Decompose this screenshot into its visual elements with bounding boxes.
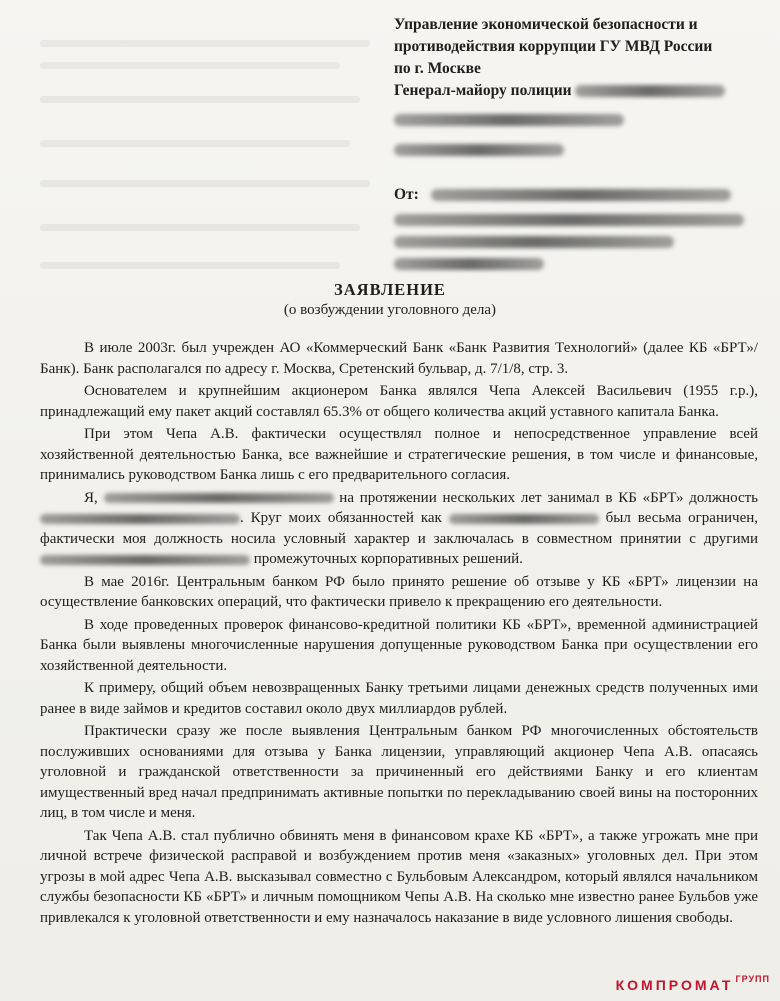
redacted-name <box>104 493 334 503</box>
redacted-position <box>40 514 240 524</box>
addressee-line-with-name <box>394 80 774 102</box>
bleed-through-line <box>40 180 370 187</box>
redacted-name <box>575 85 725 97</box>
addressee-line: Генерал-майору полиции <box>394 82 572 99</box>
text-fragment: Я, <box>84 489 98 506</box>
bleed-through-line <box>40 40 370 47</box>
addressee-line: по г. Москве <box>394 60 481 77</box>
bleed-through-line <box>40 140 350 147</box>
bleed-through-line <box>40 262 340 269</box>
redacted-sender-name <box>431 189 731 201</box>
sender-block <box>394 186 774 276</box>
redacted-line <box>394 114 624 126</box>
bleed-through-line <box>40 224 360 231</box>
paragraph: Практически сразу же после выявления Центральным банком РФ многочисленных обстоятельств послуживших основаниями для отзыва у Банка лицензии, управляющий акционер Чепа А.В. опасаясь уголовной и гражданской ответственности за причиненный его действиями Банку и его клиентам имущественный вред начал предпринимать активные попытки по перекладыванию своей вины на посторонних лиц, в том числе и меня. <box>40 723 758 821</box>
document-body <box>40 338 758 930</box>
paragraph: Основателем и крупнейшим акционером Банка являлся Чепа Алексей Васильевич (1955 г.р.), принадлежащий ему пакет акций составлял 65.3% от общего количества акций уставного капитала Банка. <box>40 383 758 420</box>
paragraph: В июле 2003г. был учрежден АО «Коммерческий Банк «Банк Развития Технологий» (далее КБ «БРТ»/Банк). Банк располагался по адресу г. Москва, Сретенский бульвар, д. 7/1/8, стр. 3. <box>40 340 758 377</box>
paragraph-with-redactions <box>40 488 758 570</box>
addressee-line: противодействия коррупции ГУ МВД России <box>394 38 713 55</box>
bleed-through-line <box>40 62 340 69</box>
from-label: От: <box>394 186 419 203</box>
document-title: ЗАЯВЛЕНИЕ <box>334 280 446 299</box>
paragraph: При этом Чепа А.В. фактически осуществлял полное и непосредственное управление всей хозяйственной деятельностью Банка, все важнейшие и стратегические решения, в том числе и финансовые, принимались руководством Банка лишь с его предварительного согласия. <box>40 426 758 483</box>
watermark-small-text: ГРУПП <box>735 974 770 984</box>
addressee-block <box>394 14 774 162</box>
watermark-logo <box>615 974 770 993</box>
document-subtitle: (о возбуждении уголовного дела) <box>283 302 497 318</box>
bleed-through-line <box>40 96 360 103</box>
redacted-line <box>394 214 744 226</box>
paragraph: В ходе проведенных проверок финансово-кредитной политики КБ «БРТ», временной администрацией Банка были выявлены многочисленные нарушения допущенные руководством Банка при осуществлении его хозяйственной деятельности. <box>40 616 758 674</box>
redacted-line <box>394 236 674 248</box>
paragraph: Так Чепа А.В. стал публично обвинять меня в финансовом крахе КБ «БРТ», а также угрожать мне при личной встрече физической расправой и возбуждением против меня «заказных» уголовных дел. При этом угрозы в мой адрес Чепа А.В. высказывал совместно с Бульбовым Александром, который являлся начальником службы безопасности КБ «БРТ» и личным помощником Чепы А.В. На сколько мне известно ранее Бульбов уже привлекался к уголовной ответственности и ему назначалось наказание в виде условного лишения свободы. <box>40 827 758 926</box>
text-fragment: на протяжении нескольких лет занимал в КБ «БРТ» должность <box>339 489 759 506</box>
redacted-line <box>394 258 544 270</box>
paragraph: К примеру, общий объем невозвращенных Банку третьими лицами денежных средств полученных ими ранее в виде займов и кредитов составил около двух миллиардов рублей. <box>40 680 758 717</box>
text-fragment: промежуточных корпоративных решений. <box>253 551 523 567</box>
redacted-position <box>449 514 599 524</box>
text-fragment: был весьма ограничен, фактически моя должность носила условный характер и заключалась в совместном принятии с другими <box>40 510 759 547</box>
watermark-text: КОМПРОМАТ <box>615 977 734 993</box>
text-fragment: . Круг моих обязанностей как <box>240 510 442 526</box>
addressee-line: Управление экономической безопасности и <box>394 16 698 33</box>
redacted-line <box>394 144 564 156</box>
paragraph: В мае 2016г. Центральным банком РФ было принято решение об отзыве у КБ «БРТ» лицензии на осуществление банковских операций, что фактически привело к прекращению его деятельности. <box>40 573 758 610</box>
redacted-text <box>40 555 250 565</box>
